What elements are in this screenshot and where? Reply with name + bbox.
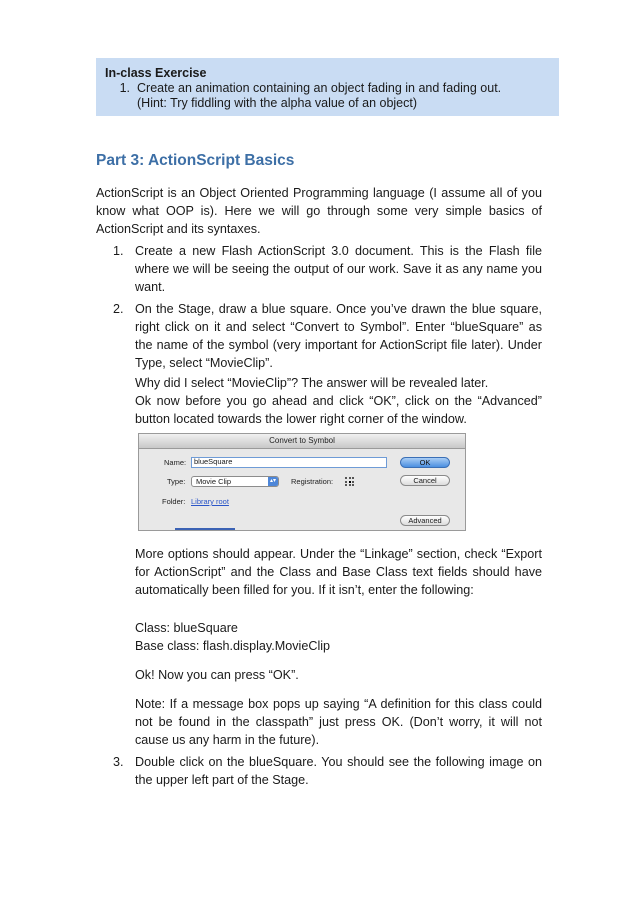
type-select-value: Movie Clip: [196, 477, 232, 486]
dialog-accent-line: [175, 528, 235, 530]
intro-paragraph: ActionScript is an Object Oriented Programming language (I assume all of you know what OOP is). Here we will go through some very simple basics of ActionScript and its syntaxes.: [96, 186, 542, 236]
step-3-text: Double click on the blueSquare. You should see the following image on the upper left part of the Stage.: [135, 755, 542, 787]
press-ok-line: Ok! Now you can press “OK”.: [135, 668, 299, 682]
step-3-number: 3.: [113, 755, 124, 769]
step-2-number: 2.: [113, 302, 124, 316]
name-input[interactable]: blueSquare: [191, 457, 387, 468]
type-label: Type:: [167, 477, 186, 486]
exercise-item: [105, 81, 551, 96]
exercise-item-text: Create an animation containing an object fading in and fading out.: [137, 81, 502, 95]
cancel-button[interactable]: Cancel: [400, 475, 450, 486]
step-2-ok-before: Ok now before you go ahead and click “OK”, click on the “Advanced” button located towards the lower right corner of the window.: [135, 394, 542, 426]
step-1-number: 1.: [113, 244, 124, 258]
registration-label: Registration:: [291, 477, 334, 486]
step-1-text: Create a new Flash ActionScript 3.0 document. This is the Flash file where we will be seeing the output of our work. Save it as any name you want.: [135, 244, 542, 294]
folder-link[interactable]: Library root: [191, 497, 229, 506]
dialog-title: Convert to Symbol: [139, 434, 465, 449]
section-title: Part 3: ActionScript Basics: [96, 152, 295, 169]
updown-arrow-icon: ▴▾: [269, 478, 277, 484]
type-select[interactable]: [191, 476, 279, 487]
exercise-callout: [96, 58, 559, 116]
exercise-title: In-class Exercise: [105, 66, 207, 80]
exercise-item-number: 1.: [119, 81, 130, 95]
advanced-button[interactable]: Advanced: [400, 515, 450, 526]
registration-grid-icon[interactable]: [345, 477, 355, 487]
note-paragraph: Note: If a message box pops up saying “A definition for this class could not be found in the classpath” just press OK. (Don’t worry, it will not cause us any harm in the future).: [135, 697, 542, 747]
class-line: Class: blueSquare: [135, 621, 238, 635]
ok-button[interactable]: OK: [400, 457, 450, 468]
exercise-hint: (Hint: Try fiddling with the alpha value of an object): [137, 96, 418, 110]
step-2-more-options: More options should appear. Under the “Linkage” section, check “Export for ActionScript” and the Class and Base Class text fields should have automatically been filled for you. If it isn’t, enter the following:: [135, 547, 542, 597]
name-label: Name:: [164, 458, 187, 467]
step-2-why: Why did I select “MovieClip”? The answer will be revealed later.: [135, 376, 489, 390]
step-2-text: On the Stage, draw a blue square. Once you’ve drawn the blue square, right click on it and select “Convert to Symbol”. Enter “blueSquare” as the name of the symbol (very important for ActionScript file later). Under Type, select “MovieClip”.: [135, 302, 542, 370]
convert-to-symbol-dialog: [138, 433, 466, 531]
folder-label: Folder:: [162, 497, 186, 506]
base-class-line: Base class: flash.display.MovieClip: [135, 639, 331, 653]
